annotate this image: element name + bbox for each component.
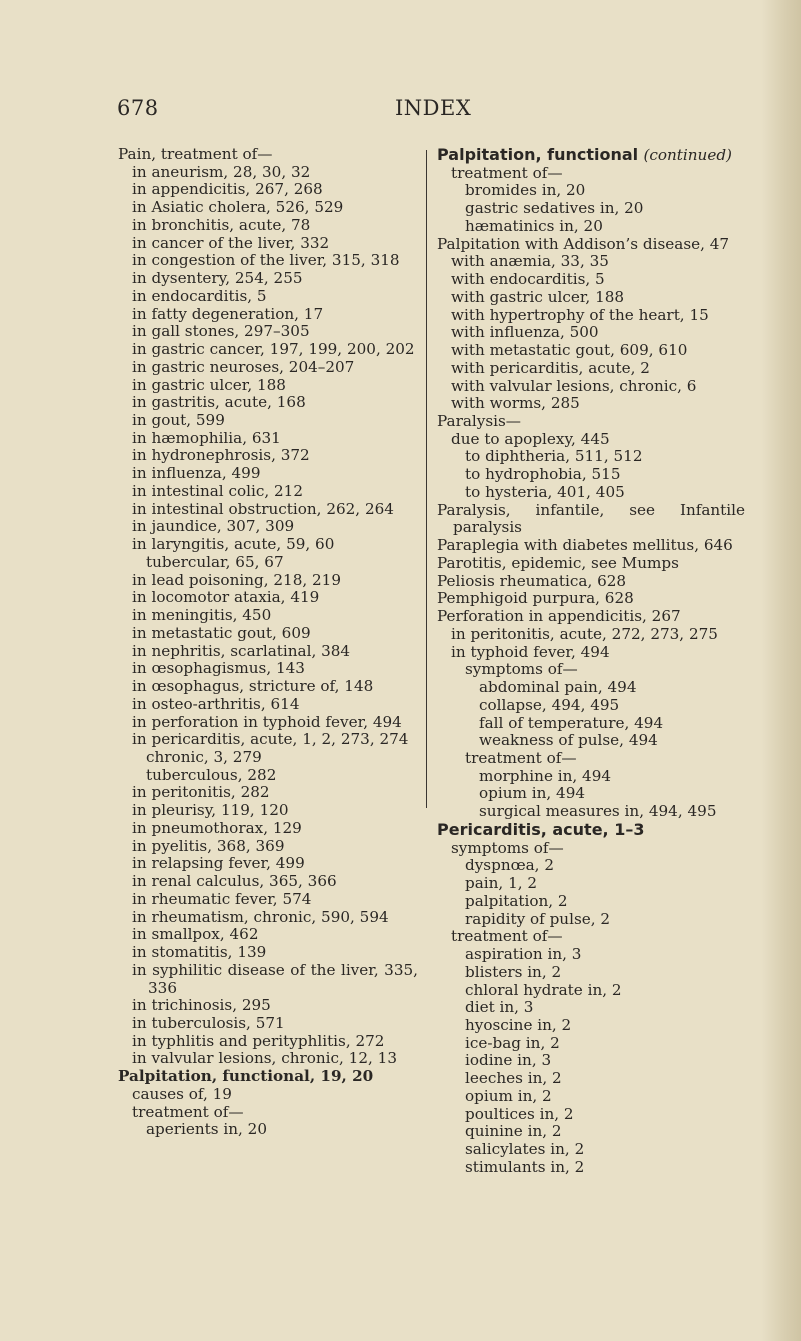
index-subentry: in nephritis, scarlatinal, 384 (132, 641, 351, 660)
index-subentry: iodine in, 3 (465, 1051, 552, 1070)
index-subentry: with influenza, 500 (451, 323, 599, 342)
index-subentry: to hysteria, 401, 405 (465, 482, 625, 501)
index-subentry: in rheumatic fever, 574 (132, 889, 312, 908)
index-subentry: in jaundice, 307, 309 (132, 517, 295, 536)
index-heading: Palpitation with Addison’s disease, 47 (437, 234, 730, 253)
index-subentry: in lead poisoning, 218, 219 (132, 570, 342, 589)
index-subentry: in pneumothorax, 129 (132, 818, 302, 837)
page-edge-shadow (761, 0, 801, 1341)
index-subentry: surgical measures in, 494, 495 (479, 802, 717, 821)
index-subentry: stimulants in, 2 (465, 1157, 585, 1176)
index-subentry: symptoms of— (465, 660, 578, 679)
index-column-left (118, 146, 418, 1139)
index-subentry: in pericarditis, acute, 1, 2, 273, 274 (132, 730, 409, 749)
index-subentry: in œsophagus, stricture of, 148 (132, 677, 374, 696)
index-heading: Paralysis— (437, 412, 521, 431)
page-title: INDEX (395, 96, 472, 120)
index-subentry: in dysentery, 254, 255 (132, 269, 303, 288)
index-subentry: with gastric ulcer, 188 (451, 287, 625, 306)
index-subentry: in metastatic gout, 609 (132, 623, 311, 642)
index-subentry: in endocarditis, 5 (132, 286, 267, 305)
index-subentry: bromides in, 20 (465, 181, 586, 200)
index-subentry: in hæmophilia, 631 (132, 428, 281, 447)
index-subentry: chloral hydrate in, 2 (465, 980, 622, 999)
page-header (0, 96, 801, 122)
index-subentry: opium in, 494 (479, 784, 586, 803)
index-heading: Parotitis, epidemic, see Mumps (437, 553, 679, 572)
index-subentry: in peritonitis, 282 (132, 783, 270, 802)
index-subentry: in congestion of the liver, 315, 318 (132, 251, 400, 270)
index-subentry: ice-bag in, 2 (465, 1033, 560, 1052)
index-subentry: in stomatitis, 139 (132, 943, 267, 962)
index-subentry: with valvular lesions, chronic, 6 (451, 376, 697, 395)
index-subentry: salicylates in, 2 (465, 1140, 585, 1159)
index-subentry: treatment of— (465, 748, 577, 767)
index-subentry: in gastric ulcer, 188 (132, 375, 286, 394)
index-subentry: in intestinal obstruction, 262, 264 (132, 499, 394, 518)
index-subentry: in typhoid fever, 494 (451, 642, 610, 661)
index-heading: Paraplegia with diabetes mellitus, 646 (437, 536, 733, 555)
index-subentry: in locomotor ataxia, 419 (132, 588, 320, 607)
index-subentry: causes of, 19 (132, 1084, 232, 1103)
page-number: 678 (117, 96, 159, 120)
index-subentry: in aneurism, 28, 30, 32 (132, 162, 311, 181)
index-subentry: hyoscine in, 2 (465, 1015, 572, 1034)
index-heading: Pain, treatment of— (118, 145, 273, 163)
index-subentry: symptoms of— (451, 838, 564, 857)
index-subentry: tubercular, 65, 67 (146, 552, 284, 571)
index-subentry: palpitation, 2 (465, 891, 568, 910)
index-subentry: treatment of— (451, 163, 563, 182)
index-subentry: in perforation in typhoid fever, 494 (132, 712, 402, 731)
index-heading: Paralysis, infantile, see Infantile paralysis (437, 500, 745, 537)
index-subentry: in cancer of the liver, 332 (132, 233, 330, 252)
index-subentry: tuberculous, 282 (146, 765, 277, 784)
index-heading: Perforation in appendicitis, 267 (437, 607, 681, 626)
index-subentry: with endocarditis, 5 (451, 270, 605, 289)
index-subentry: in appendicitis, 267, 268 (132, 180, 323, 199)
index-subentry: in bronchitis, acute, 78 (132, 215, 311, 234)
index-subentry: in trichinosis, 295 (132, 996, 271, 1015)
index-subentry: in fatty degeneration, 17 (132, 304, 324, 323)
index-subentry: fall of temperature, 494 (479, 713, 664, 732)
index-subentry: in hydronephrosis, 372 (132, 446, 310, 465)
index-column-right (437, 146, 745, 1177)
index-subentry: to hydrophobia, 515 (465, 465, 621, 484)
index-subentry: in tuberculosis, 571 (132, 1013, 285, 1032)
index-subentry: in gout, 599 (132, 411, 225, 430)
index-subentry: diet in, 3 (465, 998, 534, 1017)
index-subentry: poultices in, 2 (465, 1104, 574, 1123)
index-subentry: with anæmia, 33, 35 (451, 252, 609, 271)
index-subentry: in syphilitic disease of the liver, 335, 336 (132, 960, 418, 997)
index-heading: Peliosis rheumatica, 628 (437, 571, 627, 590)
index-subentry: in peritonitis, acute, 272, 273, 275 (451, 624, 718, 643)
index-subentry: in rheumatism, chronic, 590, 594 (132, 907, 389, 926)
index-subentry: chronic, 3, 279 (146, 747, 262, 766)
index-subentry: in smallpox, 462 (132, 925, 259, 944)
index-subentry: in typhlitis and perityphlitis, 272 (132, 1031, 385, 1050)
continued-label: (continued) (643, 146, 732, 164)
index-subentry: in osteo-arthritis, 614 (132, 694, 300, 713)
index-subentry: pain, 1, 2 (465, 874, 538, 893)
index-subentry: rapidity of pulse, 2 (465, 909, 611, 928)
index-subentry: in relapsing fever, 499 (132, 854, 305, 873)
index-subentry: treatment of— (451, 927, 563, 946)
column-divider (426, 150, 427, 808)
index-subentry: in gastric cancer, 197, 199, 200, 202 (132, 340, 415, 359)
index-subentry: in laryngitis, acute, 59, 60 (132, 535, 335, 554)
index-subentry: weakness of pulse, 494 (479, 731, 658, 750)
index-subentry: collapse, 494, 495 (479, 695, 620, 714)
index-subentry: in gastritis, acute, 168 (132, 393, 306, 412)
index-subentry: in influenza, 499 (132, 464, 261, 483)
index-subentry: in œsophagismus, 143 (132, 659, 305, 678)
index-subentry: opium in, 2 (465, 1086, 552, 1105)
index-subentry: in pyelitis, 368, 369 (132, 836, 285, 855)
continued-heading-main: Palpitation, functional (437, 145, 639, 164)
index-subentry: in Asiatic cholera, 526, 529 (132, 198, 344, 217)
index-subentry: blisters in, 2 (465, 962, 562, 981)
index-subentry: aperients in, 20 (146, 1120, 267, 1139)
index-heading: Palpitation, functional, 19, 20 (118, 1067, 374, 1086)
index-subentry: to diphtheria, 511, 512 (465, 447, 643, 466)
index-heading: Pemphigoid purpura, 628 (437, 589, 634, 608)
index-heading: Pericarditis, acute, 1–3 (437, 819, 645, 839)
index-subentry: with hypertrophy of the heart, 15 (451, 305, 709, 324)
index-subentry: due to apoplexy, 445 (451, 429, 610, 448)
index-subentry: leeches in, 2 (465, 1069, 562, 1088)
index-subentry: in intestinal colic, 212 (132, 481, 303, 500)
index-subentry: in meningitis, 450 (132, 606, 272, 625)
index-subentry: in renal calculus, 365, 366 (132, 872, 337, 891)
index-subentry: hæmatinics in, 20 (465, 216, 603, 235)
index-subentry: in gall stones, 297–305 (132, 322, 310, 341)
index-subentry: in gastric neuroses, 204–207 (132, 357, 355, 376)
index-subentry: treatment of— (132, 1102, 244, 1121)
index-subentry: in valvular lesions, chronic, 12, 13 (132, 1049, 397, 1068)
continued-heading (437, 146, 745, 165)
index-subentry: quinine in, 2 (465, 1122, 562, 1141)
index-subentry: dyspnœa, 2 (465, 856, 554, 875)
index-subentry: with metastatic gout, 609, 610 (451, 341, 688, 360)
index-subentry: with worms, 285 (451, 394, 580, 413)
index-subentry: with pericarditis, acute, 2 (451, 358, 650, 377)
index-subentry: abdominal pain, 494 (479, 678, 637, 697)
index-subentry: aspiration in, 3 (465, 945, 582, 964)
index-subentry: in pleurisy, 119, 120 (132, 801, 289, 820)
index-subentry: morphine in, 494 (479, 766, 612, 785)
index-subentry: gastric sedatives in, 20 (465, 199, 644, 218)
